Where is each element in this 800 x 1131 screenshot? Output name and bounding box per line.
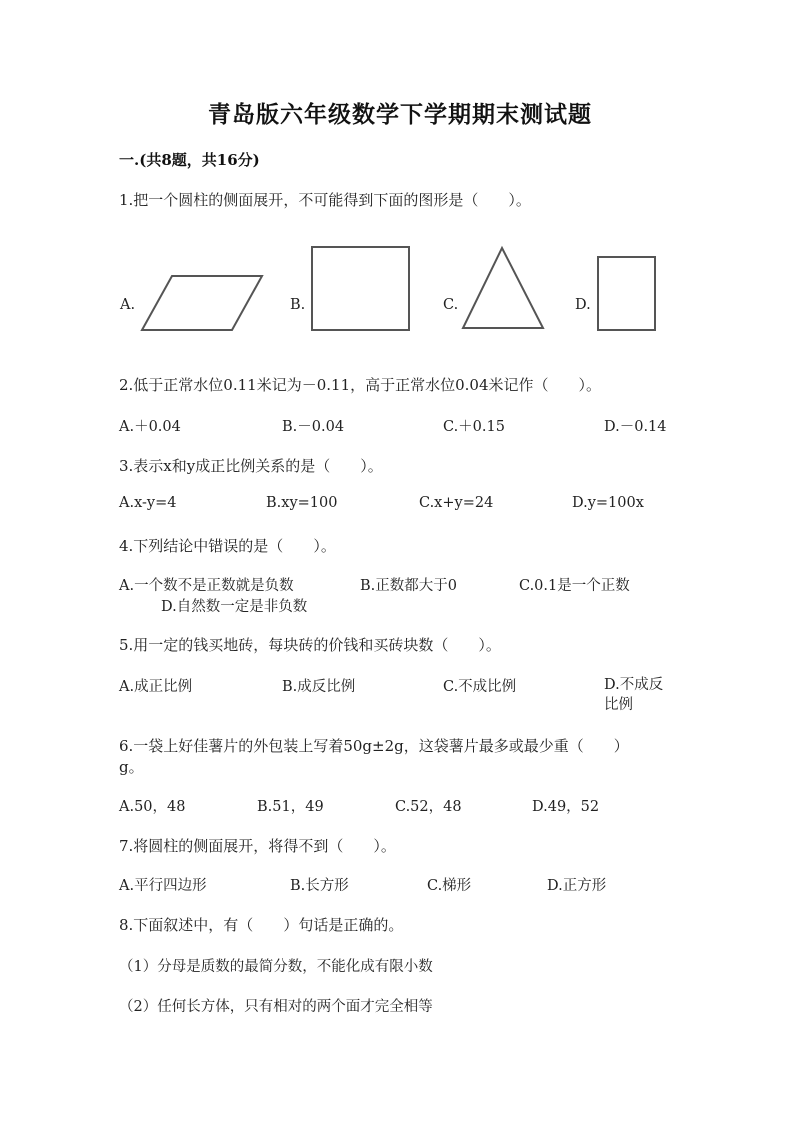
q7-option-d: D.正方形 (547, 878, 607, 894)
q3-option-c: C.x+y=24 (419, 495, 494, 511)
q3-option-a: A.x-y=4 (119, 495, 177, 511)
q4-option-c: C.0.1是一个正数 (519, 578, 630, 594)
q7-option-c: C.梯形 (427, 878, 472, 894)
q4-option-b: B.正数都大于0 (360, 578, 457, 594)
page-title: 青岛版六年级数学下学期期末测试题 (208, 101, 592, 128)
question-6-stem-line2: g。 (119, 758, 144, 776)
q4-option-a: A.一个数不是正数就是负数 (119, 578, 294, 594)
question-2-stem: 2.低于正常水位0.11米记为－0.11，高于正常水位0.04米记作（ ）。 (119, 376, 602, 394)
question-7-stem: 7.将圆柱的侧面展开，将得不到（ ）。 (119, 837, 396, 855)
q1-option-a-label: A. (120, 297, 136, 313)
square-icon (310, 245, 412, 333)
q5-option-a: A.成正比例 (119, 679, 193, 695)
q8-statement-2: （2）任何长方体，只有相对的两个面才完全相等 (119, 999, 433, 1015)
question-5-stem: 5.用一定的钱买地砖，每块砖的价钱和买砖块数（ ）。 (119, 636, 501, 654)
q6-option-b: B.51，49 (257, 799, 324, 815)
q1-option-c-label: C. (443, 297, 459, 313)
q4-option-d: D.自然数一定是非负数 (161, 599, 308, 615)
q1-option-b-label: B. (290, 297, 306, 313)
section-heading: 一.(共8题，共16分) (119, 151, 260, 169)
q5-option-c: C.不成比例 (443, 679, 517, 695)
q6-option-c: C.52，48 (395, 799, 462, 815)
q7-option-b: B.长方形 (290, 878, 349, 894)
q7-option-a: A.平行四边形 (119, 878, 207, 894)
q2-option-a: A.＋0.04 (119, 419, 181, 435)
q2-option-b: B.－0.04 (282, 419, 345, 435)
question-3-stem: 3.表示x和y成正比例关系的是（ ）。 (119, 457, 383, 475)
question-4-stem: 4.下列结论中错误的是（ ）。 (119, 537, 336, 555)
triangle-icon (460, 245, 546, 331)
q3-option-d: D.y=100x (572, 495, 644, 511)
question-6-stem-line1: 6.一袋上好佳薯片的外包装上写着50g±2g，这袋薯片最多或最少重（ ） (119, 737, 629, 755)
q5-option-d: D.不成反比例 (604, 677, 664, 713)
q5-option-b: B.成反比例 (282, 679, 356, 695)
q6-option-a: A.50，48 (119, 799, 186, 815)
q6-option-d: D.49，52 (532, 799, 600, 815)
question-8-stem: 8.下面叙述中，有（ ）句话是正确的。 (119, 916, 404, 934)
q2-option-c: C.＋0.15 (443, 419, 505, 435)
q3-option-b: B.xy=100 (266, 495, 338, 511)
q8-statement-1: （1）分母是质数的最简分数，不能化成有限小数 (119, 959, 433, 975)
rectangle-icon (596, 255, 658, 333)
q2-option-d: D.－0.14 (604, 419, 667, 435)
parallelogram-icon (140, 272, 265, 334)
q1-option-d-label: D. (575, 297, 591, 313)
question-1-stem: 1.把一个圆柱的侧面展开，不可能得到下面的图形是（ ）。 (119, 191, 531, 209)
